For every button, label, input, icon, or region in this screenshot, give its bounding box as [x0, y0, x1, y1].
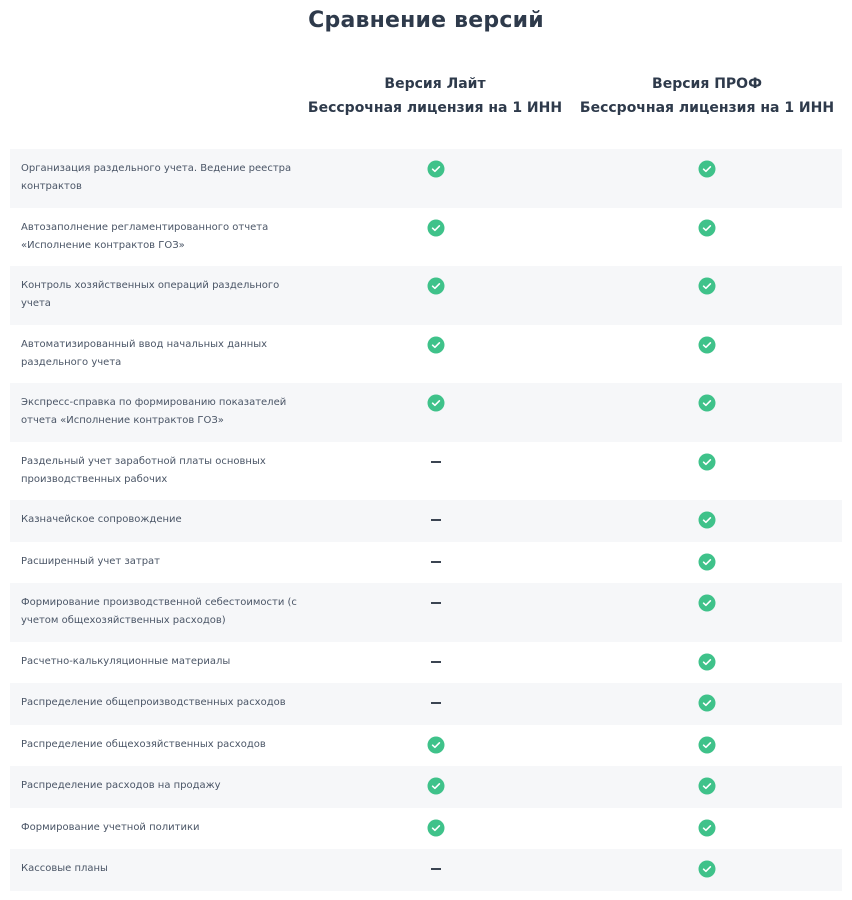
table-row	[10, 849, 842, 891]
feature-label: Организация раздельного учета. Ведение реестра контрактов	[21, 163, 292, 192]
check-circle-icon	[698, 594, 716, 612]
column-license-lite: Бессрочная лицензия на 1 ИНН	[307, 100, 563, 116]
column-name-prof: Версия ПРОФ	[652, 76, 762, 92]
table-row	[10, 383, 842, 442]
feature-label: Формирование учетной политики	[21, 821, 200, 833]
check-circle-icon	[427, 394, 445, 412]
column-license-prof: Бессрочная лицензия на 1 ИНН	[579, 100, 835, 116]
check-circle-icon	[427, 277, 445, 295]
feature-label: Экспресс-справка по формированию показателей отчета «Исполнение контрактов ГОЗ»	[21, 397, 287, 426]
check-circle-icon	[427, 160, 445, 178]
check-circle-icon	[698, 553, 716, 571]
column-name-lite: Версия Лайт	[384, 76, 486, 92]
check-circle-icon	[427, 777, 445, 795]
table-row	[10, 442, 842, 501]
table-row	[10, 500, 842, 542]
table-row	[10, 725, 842, 767]
table-row	[10, 266, 842, 325]
check-circle-icon	[698, 277, 716, 295]
feature-label: Раздельный учет заработной платы основных производственных рабочих	[21, 455, 266, 485]
feature-label: Распределение общехозяйственных расходов	[21, 738, 266, 750]
table-row	[10, 766, 842, 808]
feature-label: Автоматизированный ввод начальных данных раздельного учета	[21, 338, 268, 368]
feature-label: Казначейское сопровождение	[21, 514, 182, 525]
dash-icon	[427, 511, 445, 529]
comparison-table	[10, 149, 842, 891]
feature-label: Автозаполнение регламентированного отчета «Исполнение контрактов ГОЗ»	[21, 221, 269, 251]
check-circle-icon	[698, 511, 716, 529]
table-row	[10, 642, 842, 684]
check-circle-icon	[427, 336, 445, 354]
table-row	[10, 808, 842, 850]
table-row	[10, 583, 842, 642]
dash-icon	[427, 860, 445, 878]
dash-icon	[427, 594, 445, 612]
feature-label: Контроль хозяйственных операций раздельного учета	[21, 280, 280, 309]
check-circle-icon	[698, 160, 716, 178]
check-circle-icon	[698, 736, 716, 754]
dash-icon	[427, 653, 445, 671]
dash-icon	[427, 694, 445, 712]
check-circle-icon	[427, 736, 445, 754]
check-circle-icon	[698, 777, 716, 795]
check-circle-icon	[427, 819, 445, 837]
page-title: Сравнение версий	[308, 8, 544, 33]
feature-label: Распределение общепроизводственных расходов	[21, 697, 286, 708]
column-header-lite	[300, 72, 570, 120]
dash-icon	[427, 553, 445, 571]
column-header-prof	[572, 72, 842, 120]
dash-icon	[427, 453, 445, 471]
check-circle-icon	[698, 394, 716, 412]
table-row	[10, 325, 842, 384]
table-row	[10, 683, 842, 725]
feature-label: Расчетно-калькуляционные материалы	[21, 655, 231, 667]
feature-label: Кассовые планы	[21, 863, 108, 874]
feature-label: Распределение расходов на продажу	[21, 780, 221, 791]
check-circle-icon	[698, 860, 716, 878]
table-row	[10, 149, 842, 208]
table-row	[10, 208, 842, 267]
check-circle-icon	[698, 819, 716, 837]
table-row	[10, 542, 842, 584]
check-circle-icon	[427, 219, 445, 237]
check-circle-icon	[698, 219, 716, 237]
check-circle-icon	[698, 653, 716, 671]
check-circle-icon	[698, 694, 716, 712]
feature-label: Расширенный учет затрат	[21, 555, 161, 567]
check-circle-icon	[698, 336, 716, 354]
feature-label: Формирование производственной себестоимости (с учетом общехозяйственных расходов)	[21, 597, 297, 626]
check-circle-icon	[698, 453, 716, 471]
